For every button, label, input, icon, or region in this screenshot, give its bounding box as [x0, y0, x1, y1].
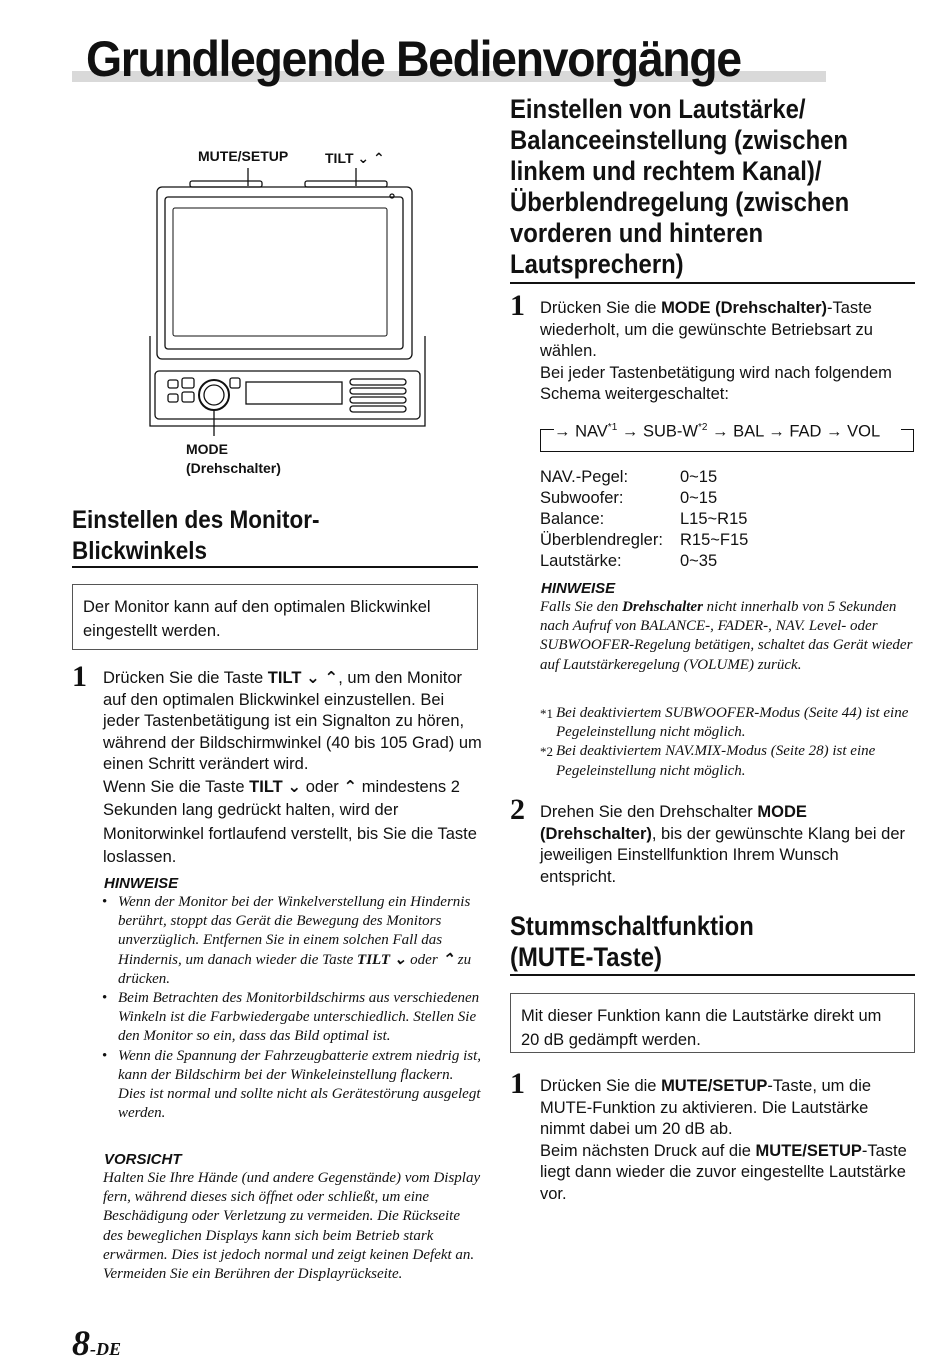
cycle-bal: BAL	[733, 422, 764, 441]
range-row: Subwoofer: 0~15	[540, 489, 718, 507]
mute-section-heading: Stummschaltfunktion (MUTE-Taste)	[510, 911, 754, 972]
tilt-button-shape	[305, 181, 387, 187]
monitor-hinweise-label: HINWEISE	[104, 875, 179, 892]
mute-step1-number: 1	[510, 1067, 525, 1100]
volume-step1-text: Drücken Sie die MODE (Drehschalter)-Taste wiederholt, um die gewünschte Betriebsart zu wählen. Bei jeder Tastenbetätigung wird nach folgendem Schema weitergeschaltet:	[540, 299, 892, 403]
mute-setup-button-shape	[190, 181, 262, 187]
volume-hinweise-label: HINWEISE	[541, 580, 616, 597]
footnote-2: *2 Bei deaktiviertem NAV.MIX-Modus (Seite 28) ist eine Pegeleinstellung nicht möglich.	[540, 743, 876, 779]
monitor-note-1: • Wenn der Monitor bei der Winkelverstellung ein Hindernis berührt, stoppt das Gerät die Bewegung des Monitors unverzüglich. Entfernen Sie in einem solchen Fall das Hindernis, um danach wieder die Taste TILT ⌄ oder ⌃ zu drücken.	[102, 893, 482, 989]
mute-intro-box: Mit dieser Funktion kann die Lautstärke direkt um 20 dB gedämpft werden.	[510, 993, 915, 1053]
cycle-subw: SUB-W	[642, 422, 698, 441]
mute-heading-rule	[510, 974, 915, 976]
monitor-note-3: • Wenn die Spannung der Fahrzeugbatterie extrem niedrig ist, kann der Bildschirm bei der Winkeleinstellung flackern. Dies ist normal und sollte nicht als Gerätestörung ausgelegt werden.	[102, 1047, 482, 1124]
volume-note: Falls Sie den Drehschalter nicht innerhalb von 5 Sekunden nach Aufruf von BALANCE-, FADER-, NAV. Level- oder SUBWOOFER-Regelung betätigen, schaltet das Gerät wieder auf Lautstärkeregelung (VOLUME) zurück.	[540, 599, 913, 673]
monitor-heading-line1: Einstellen des Monitor-	[72, 506, 320, 534]
monitor-notes	[102, 893, 482, 1123]
range-row: Überblendregler: R15~F15	[540, 531, 749, 549]
volume-step2-number: 2	[510, 793, 525, 826]
volume-step2-text: Drehen Sie den Drehschalter MODE (Drehschalter), bis der gewünschte Klang bei der jeweiligen Einstellfunktion Ihrem Wunsch entspricht.	[540, 803, 906, 886]
range-row: NAV.-Pegel: 0~15	[540, 468, 718, 486]
monitor-frame	[157, 187, 412, 359]
label-mode	[186, 440, 281, 478]
label-tilt: TILT ⌄ ⌃	[325, 150, 385, 166]
volume-section-heading: Einstellen von Lautstärke/ Balanceeinstellung (zwischen linkem und rechtem Kanal)/ Überblendregelung (zwischen vorderen und hinteren Lautsprechern)	[510, 94, 850, 279]
monitor-step1-text: Drücken Sie die Taste TILT ⌄ ⌃, um den Monitor auf den optimalen Blickwinkel einzustellen. Bei jeder Tastenbetätigung ist ein Signalton zu hören, während der Bildschirmwinkel (40 bis 105 Grad) um einen Schritt verändert wird. Wenn Sie die Taste TILT ⌄ oder ⌃ mindestens 2 Sekunden lang gedrückt halten, wird der Monitorwinkel fortlaufend verstellt, bis Sie die Taste loslassen.	[103, 669, 482, 866]
tilt-key-label: TILT ⌄ ⌃	[267, 669, 339, 687]
monitor-heading-line2: Blickwinkels	[72, 537, 208, 565]
range-row: Lautstärke: 0~35	[540, 552, 718, 570]
volume-step1-number: 1	[510, 289, 525, 322]
range-row: Balance: L15~R15	[540, 510, 748, 528]
vorsicht-text: Halten Sie Ihre Hände (und andere Gegenstände) vom Display fern, während dieses sich öffnet oder schließt, um eine Beschädigung oder Verletzung zu vermeiden. Die Rückseite des beweglichen Displays kann sich beim Betrieb stark erwärmen. Dies ist jedoch normal und zeigt keinen Defekt an. Vermeiden Sie ein Berühren der Displayrückseite.	[103, 1170, 481, 1283]
monitor-section-heading	[72, 505, 468, 567]
label-mode-line2: (Drehschalter)	[186, 460, 281, 476]
page-title: Grundlegende Bedienvorgänge	[86, 31, 741, 87]
monitor-note-2: • Beim Betrachten des Monitorbildschirms aus verschiedenen Winkeln ist die Farbwiedergabe unterschiedlich. Stellen Sie den Monitor so ein, dass das Bild optimal ist.	[102, 989, 482, 1047]
label-mute-setup: MUTE/SETUP	[198, 148, 289, 164]
head-unit-display	[246, 382, 342, 404]
monitor-step1-number: 1	[72, 660, 87, 693]
mode-cycle-diagram: → NAV$^{*1}$ → SUB-$W^{*2}$ → BAL → FAD → VOL	[540, 418, 914, 452]
volume-heading-rule	[510, 282, 915, 284]
volume-footnotes	[540, 704, 915, 781]
cycle-fad: FAD	[789, 422, 822, 441]
monitor-heading-rule	[72, 566, 478, 568]
device-illustration	[140, 166, 435, 436]
label-mode-line1: MODE	[186, 441, 228, 457]
cycle-vol: VOL	[847, 422, 881, 441]
footnote-1: *1 Bei deaktiviertem SUBWOOFER-Modus (Seite 44) ist eine Pegeleinstellung nicht möglich.	[540, 705, 909, 741]
level-range-table	[540, 467, 748, 572]
mute-step1-text: Drücken Sie die MUTE/SETUP-Taste, um die MUTE-Funktion zu aktivieren. Die Lautstärke nimmt dabei um 20 dB ab. Beim nächsten Druck auf die MUTE/SETUP-Taste liegt dann wieder die zuvor eingestellte Lautstärke vor.	[540, 1077, 907, 1203]
vorsicht-label: VORSICHT	[104, 1151, 182, 1168]
monitor-screen	[173, 208, 387, 336]
page-number: 8-DE	[72, 1323, 121, 1363]
monitor-intro-box: Der Monitor kann auf den optimalen Blickwinkel eingestellt werden.	[72, 584, 478, 650]
cycle-nav: NAV	[575, 422, 608, 441]
